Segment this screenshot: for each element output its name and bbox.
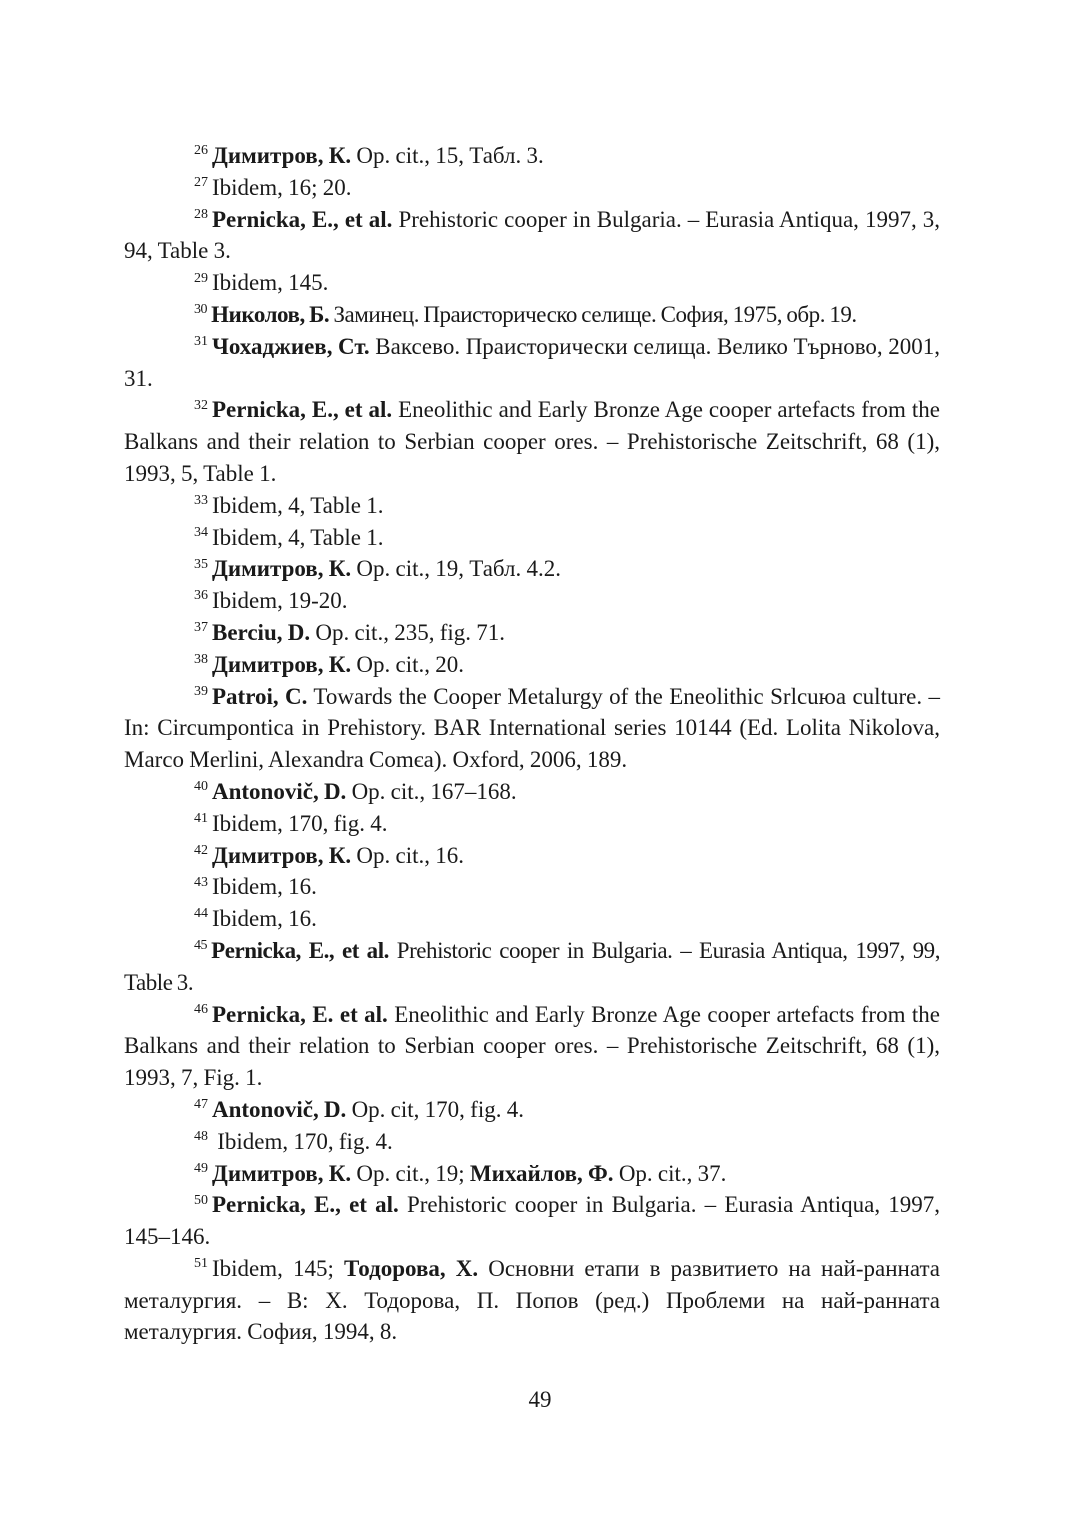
footnote-text: Op. cit., 167–168.: [346, 778, 517, 804]
footnote: [124, 808, 940, 840]
footnote: [124, 299, 940, 331]
footnote: [124, 204, 940, 268]
footnote: [124, 1189, 940, 1253]
footnote-number: 36: [194, 588, 208, 604]
footnote-text: Op. cit., 19;: [351, 1160, 470, 1186]
footnote-text: Ibidem, 145.: [212, 270, 329, 296]
footnote-number: 44: [194, 906, 208, 922]
footnote-number: 51: [194, 1256, 208, 1272]
footnote-text: Op. cit., 20.: [351, 651, 464, 677]
footnote-text: Ваксево. Праисторически селища. Велико Търново, 2001, 31.: [124, 333, 940, 391]
footnote-text: Ibidem, 16.: [212, 874, 317, 900]
footnote-author: Antonovič, D.: [212, 1096, 347, 1122]
footnote-number: 50: [194, 1192, 208, 1208]
footnote: [124, 649, 940, 681]
footnote: [124, 331, 940, 395]
footnote-author: Pernicka, E., et al.: [212, 206, 393, 232]
footnote-author: Antonovič, D.: [212, 778, 347, 804]
footnote-number: 49: [194, 1160, 208, 1176]
footnote: [124, 840, 940, 872]
footnote-number: 42: [194, 842, 208, 858]
footnote-number: 32: [194, 397, 208, 413]
footnote-text: Op. cit, 170, fig. 4.: [346, 1096, 524, 1122]
footnote-number: 45: [194, 938, 208, 954]
footnote-author: Димитров, К.: [212, 1160, 352, 1186]
footnote-text: Op. cit., 19, Табл. 4.2.: [351, 556, 562, 582]
footnote: [124, 267, 940, 299]
footnote-number: 27: [194, 175, 208, 191]
footnote-text: Ibidem, 19-20.: [212, 588, 348, 614]
footnote-text: Eneolithic and Early Bronze Age cooper artefacts from the Balkans and their relation to Serbian cooper ores. – Prehistorische Zeitschrift, 68 (1), 1993, 7, Fig. 1.: [124, 1001, 941, 1091]
footnote-author: Димитров, К.: [212, 842, 352, 868]
footnote: [124, 1094, 940, 1126]
footnote-author: Николов, Б.: [211, 301, 330, 327]
footnote-author: Димитров, К.: [212, 651, 352, 677]
footnote-author: Pernicka, E. et al.: [212, 1001, 388, 1027]
footnote-text: Prehistoric cooper in Bulgaria. – Eurasia Antiqua, 1997, 145–146.: [124, 1192, 940, 1250]
footnote-number: 41: [194, 811, 208, 827]
footnote: [124, 522, 940, 554]
page-number: 49: [528, 1387, 552, 1412]
footnote-text: Основни етапи в развитието на най-ранната металургия. – В: Х. Тодорова, П. Попов (ред.) Проблеми на най-ранната металургия. София, 1994, 8.: [124, 1255, 940, 1345]
footnote: [124, 617, 940, 649]
footnote: [124, 1253, 940, 1348]
footnotes-list: [124, 140, 940, 1348]
footnote-text: Ibidem, 16; 20.: [212, 174, 352, 200]
footnote-author: Pernicka, E., et al.: [211, 937, 389, 963]
footnote: [124, 903, 940, 935]
footnote-text: Eneolithic and Early Bronze Age cooper artefacts from the Balkans and their relation to Serbian cooper ores. – Prehistorische Zeitschrift, 68 (1), 1993, 5, Table 1.: [124, 397, 941, 486]
footnote-text: Op. cit., 235, fig. 71.: [310, 619, 505, 645]
footnote-number: 26: [194, 143, 208, 159]
footnote-author: Тодорова, Х.: [343, 1255, 479, 1281]
footnote-number: 29: [194, 270, 208, 286]
footnote-text: Op. cit., 37.: [613, 1160, 727, 1186]
footnote-number: 47: [194, 1097, 208, 1113]
footnote-text: Ibidem, 4, Table 1.: [212, 492, 384, 518]
footnote-number: 46: [194, 1001, 208, 1017]
footnote-number: 30: [194, 302, 208, 318]
footnote: [124, 1158, 940, 1190]
footnote-number: 34: [194, 524, 208, 540]
footnote-text: Op. cit., 15, Табл. 3.: [351, 143, 544, 168]
footnote-number: 39: [194, 683, 208, 699]
footnote: [124, 490, 940, 522]
footnote-number: 48: [194, 1129, 208, 1145]
footnote-number: 40: [194, 779, 208, 795]
footnote-number: 28: [194, 206, 208, 222]
footnote: [124, 871, 940, 903]
footnote: [124, 140, 940, 172]
footnote-text: Ibidem, 16.: [212, 906, 317, 932]
footnote-text: Prehistoric cooper in Bulgaria. – Eurasia Antiqua, 1997, 3, 94, Table 3.: [124, 206, 941, 264]
footnote-text: Заминец. Праисторическо селище. София, 1975, обр. 19.: [329, 301, 857, 327]
footnote-author: Димитров, К.: [212, 556, 352, 582]
footnote: [124, 999, 940, 1094]
footnote: [124, 1126, 940, 1158]
footnote-text: Ibidem, 170, fig. 4.: [212, 1128, 393, 1154]
footnote-text: Ibidem, 145;: [212, 1255, 344, 1281]
footnote: [124, 172, 940, 204]
footnote-author: Berciu, D.: [212, 619, 311, 645]
footnote-number: 38: [194, 652, 208, 668]
footnote-number: 35: [194, 556, 208, 572]
footnote-number: 31: [194, 334, 208, 350]
footnote: [124, 585, 940, 617]
footnote-text: Ibidem, 4, Table 1.: [212, 524, 384, 550]
footnote-number: 33: [194, 493, 208, 509]
footnote-author: Pernicka, E., et al.: [212, 1192, 399, 1218]
footnote-author: Димитров, К.: [212, 143, 352, 168]
footnote-author: Чохаджиев, Ст.: [212, 333, 370, 359]
footnote: [124, 681, 940, 776]
footnote: [124, 935, 940, 999]
footnote-text: Ibidem, 170, fig. 4.: [212, 810, 388, 836]
footnote-text: Prehistoric cooper in Bulgaria. – Eurasia Antiqua, 1997, 99, Table 3.: [124, 937, 940, 995]
footnote-author: Patroi, C.: [212, 683, 308, 709]
footnote-author: Pernicka, E., et al.: [212, 397, 393, 423]
footnote-text: Op. cit., 16.: [351, 842, 464, 868]
footnote-text: Towards the Cooper Metalurgy of the Eneolithic Srlcuюa culture. – In: Circumpontica in Prehistory. BAR International series 10144 (Ed. Lolita Nikolova, Marco Merlini, Alexandra Comєa). Oxford, 2006, 189.: [124, 683, 940, 773]
footnote-number: 43: [194, 874, 208, 890]
footnote: [124, 776, 940, 808]
footnote-number: 37: [194, 620, 208, 636]
footnote-author: Михайлов, Ф.: [469, 1160, 614, 1186]
footnote: [124, 553, 940, 585]
footnote: [124, 394, 940, 489]
